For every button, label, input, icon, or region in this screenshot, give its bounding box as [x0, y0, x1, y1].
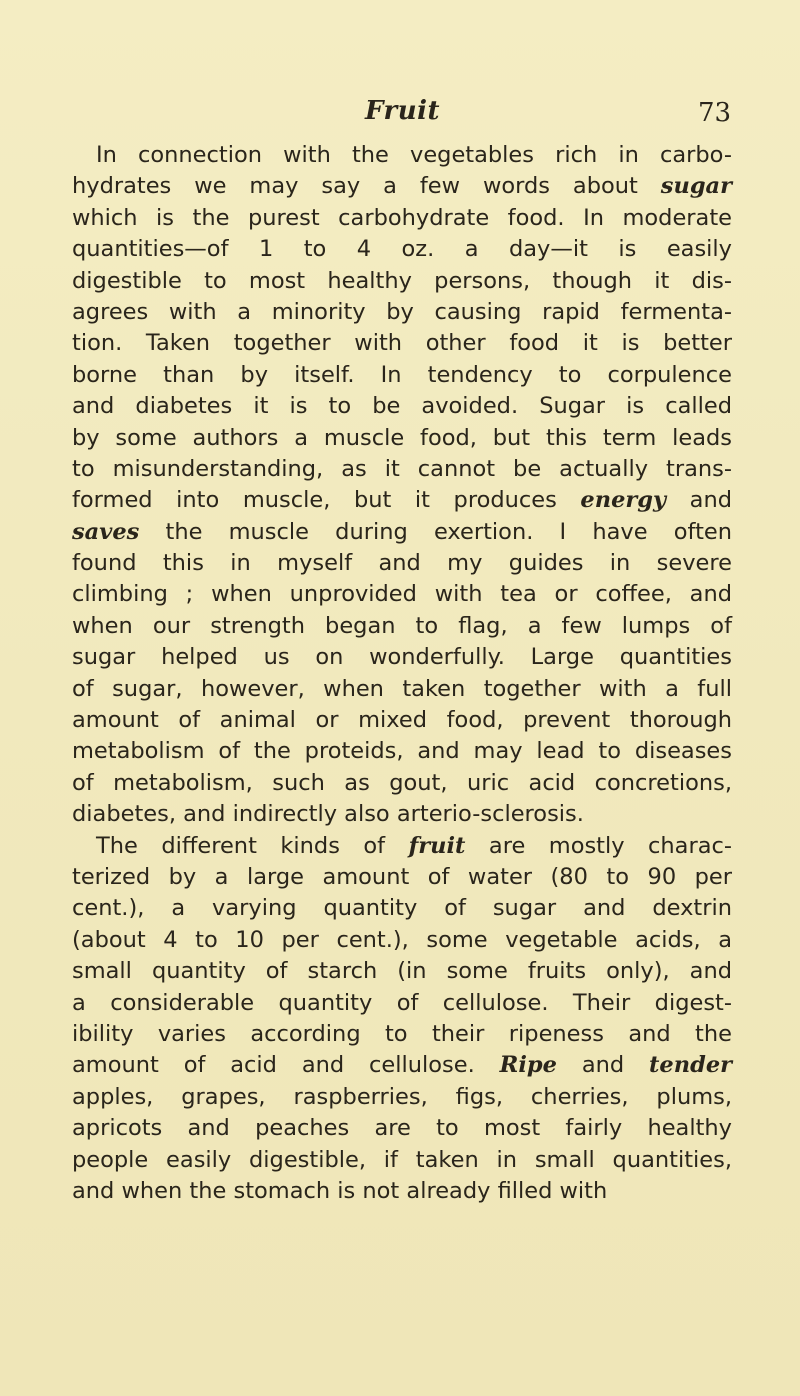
text-line: [72, 1082, 732, 1113]
text-run: metabolism of the proteids, and may lead to diseases: [72, 738, 732, 765]
text-line: [72, 360, 732, 391]
body-text: [72, 140, 732, 1207]
text-line: [72, 831, 732, 862]
text-run: The different kinds of: [96, 832, 409, 859]
text-run: tion. Taken together with other food it is better: [72, 330, 732, 357]
text-run: which is the purest carbohydrate food. In moderate: [72, 204, 732, 231]
text-line: [72, 266, 732, 297]
text-line: [72, 1113, 732, 1144]
text-line: [72, 1019, 732, 1050]
text-run: climbing ; when unprovided with tea or coffee, and: [72, 581, 732, 608]
italic-emphasis: tender: [649, 1052, 732, 1079]
text-line: [72, 736, 732, 767]
text-run: (about 4 to 10 per cent.), some vegetable acids, a: [72, 926, 732, 953]
text-line: [72, 1050, 732, 1081]
text-run: cent.), a varying quantity of sugar and dextrin: [72, 895, 732, 922]
text-run: the muscle during exertion. I have often: [139, 518, 732, 545]
text-run: people easily digestible, if taken in small quantities,: [72, 1146, 732, 1173]
italic-emphasis: sugar: [660, 173, 732, 200]
text-line: [72, 988, 732, 1019]
italic-emphasis: energy: [580, 487, 667, 514]
text-line: [72, 171, 732, 202]
text-run: borne than by itself. In tendency to corpulence: [72, 361, 732, 388]
text-run: diabetes, and indirectly also arterio-sclerosis.: [72, 801, 584, 828]
text-run: sugar helped us on wonderfully. Large quantities: [72, 644, 732, 671]
text-run: small quantity of starch (in some fruits only), and: [72, 958, 732, 985]
text-line: [72, 893, 732, 924]
text-line: [72, 862, 732, 893]
text-run: of metabolism, such as gout, uric acid concretions,: [72, 769, 732, 796]
italic-emphasis: saves: [72, 518, 140, 545]
text-line: [72, 517, 732, 548]
text-line: [72, 485, 732, 516]
text-run: by some authors a muscle food, but this term leads: [72, 424, 732, 451]
text-run: a considerable quantity of cellulose. Their digest-: [72, 989, 732, 1016]
text-run: and diabetes it is to be avoided. Sugar is called: [72, 393, 732, 420]
text-line: [72, 234, 732, 265]
text-run: quantities—of 1 to 4 oz. a day—it is easily: [72, 236, 732, 263]
text-line: [72, 768, 732, 799]
text-line: [72, 140, 732, 171]
text-run: and when the stomach is not already filled with: [72, 1177, 608, 1204]
text-line: [72, 423, 732, 454]
text-line: [72, 579, 732, 610]
text-run: amount of acid and cellulose.: [72, 1052, 500, 1079]
running-title: Fruit: [365, 96, 440, 126]
text-line: [72, 391, 732, 422]
italic-emphasis: fruit: [408, 832, 466, 859]
text-run: when our strength began to flag, a few lumps of: [72, 612, 732, 639]
text-line: [72, 1176, 732, 1207]
text-run: found this in myself and my guides in severe: [72, 550, 732, 577]
text-run: hydrates we may say a few words about: [72, 173, 661, 200]
text-line: [72, 956, 732, 987]
text-line: [72, 799, 732, 830]
text-run: and: [556, 1052, 650, 1079]
text-run: digestible to most healthy persons, though it dis-: [72, 267, 732, 294]
text-run: apples, grapes, raspberries, figs, cherries, plums,: [72, 1083, 732, 1110]
running-head: [0, 96, 800, 136]
text-line: [72, 454, 732, 485]
text-run: to misunderstanding, as it cannot be actually trans-: [72, 455, 732, 482]
text-run: terized by a large amount of water (80 to 90 per: [72, 863, 732, 890]
text-run: ibility varies according to their ripeness and the: [72, 1020, 732, 1047]
text-run: apricots and peaches are to most fairly healthy: [72, 1115, 732, 1142]
text-run: agrees with a minority by causing rapid fermenta-: [72, 298, 732, 325]
text-line: [72, 674, 732, 705]
text-run: are mostly charac-: [465, 832, 732, 859]
italic-emphasis: Ripe: [499, 1052, 557, 1079]
text-line: [72, 705, 732, 736]
text-run: and: [666, 487, 732, 514]
text-line: [72, 548, 732, 579]
text-run: In connection with the vegetables rich in carbo-: [96, 142, 732, 168]
text-line: [72, 328, 732, 359]
text-line: [72, 1145, 732, 1176]
text-line: [72, 611, 732, 642]
text-line: [72, 203, 732, 234]
text-run: formed into muscle, but it produces: [72, 487, 581, 514]
text-line: [72, 925, 732, 956]
text-line: [72, 642, 732, 673]
page-number: 73: [698, 98, 732, 128]
text-run: of sugar, however, when taken together with a full: [72, 675, 732, 702]
text-run: amount of animal or mixed food, prevent thorough: [72, 707, 732, 734]
text-line: [72, 297, 732, 328]
